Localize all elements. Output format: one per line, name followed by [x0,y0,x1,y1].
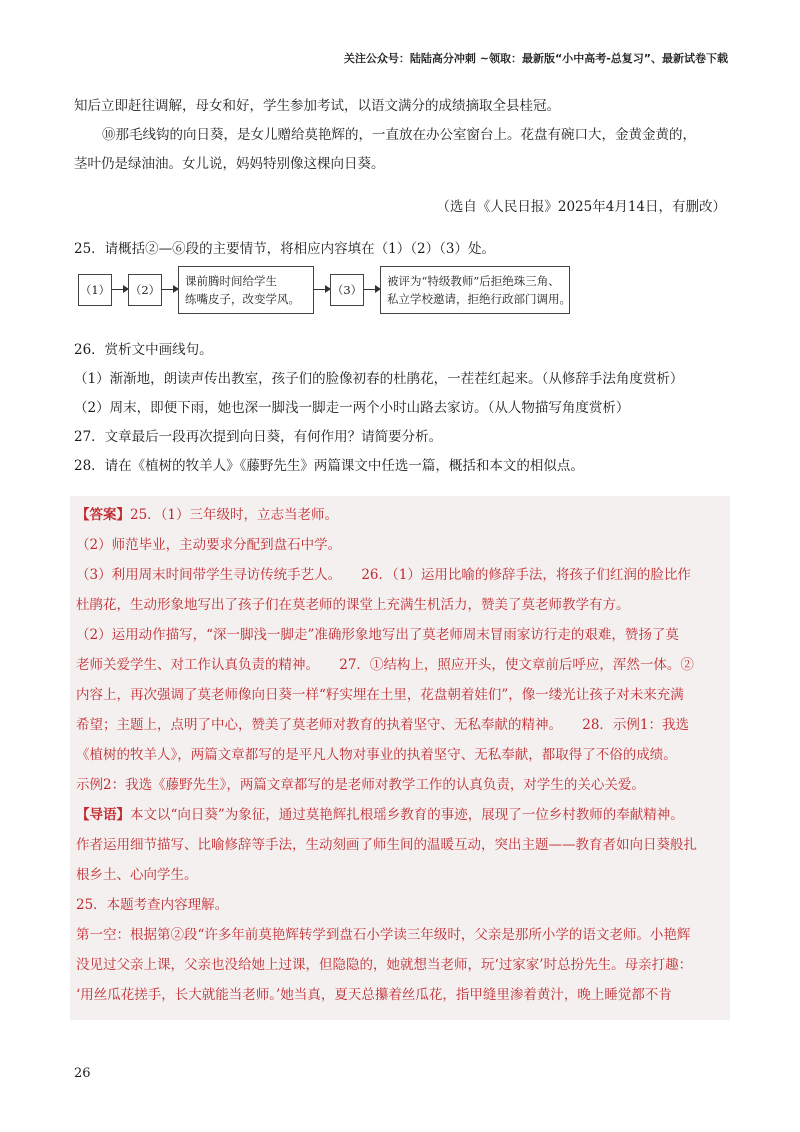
plot-flowchart [78,266,726,328]
passage-line: ⑩那毛线钩的向日葵，是女儿赠给莫艳辉的，一直放在办公室窗台上。花盘有碗口大，金黄金黄的， [102,127,696,143]
question-26-1: （1）渐渐地，朗读声传出教室，孩子们的脸像初春的杜鹃花，一茬茬红起来。（从修辞手法角度赏析） [74,371,684,387]
flow-box-5: 被评为“特级教师”后拒绝珠三角、 私立学校邀请，拒绝行政部门调用。 [380,266,570,314]
question-25: 25．请概括②—⑥段的主要情节，将相应内容填在（1）（2）（3）处。 [74,241,495,257]
passage-line: 茎叶仍是绿油油。女儿说，妈妈特别像这棵向日葵。 [74,156,385,172]
flow-box-2: （2） [128,274,162,306]
question-26-2: （2）周末，即便下雨，她也深一脚浅一脚走一两个小时山路去家访。（从人物描写角度赏析） [74,400,630,416]
flow-arrow [364,289,380,290]
flow-arrow [314,289,330,290]
flow-box-3: 课前腾时间给学生 练嘴皮子，改变学风。 [178,266,314,314]
analysis-line: ‘用丝瓜花搓手，长大就能当老师。’她当真，夏天总攥着丝瓜花，指甲缝里渗着黄汁，晚上睡觉都不肯 [76,987,672,1003]
analysis-line: 没见过父亲上课，父亲也没给她上过课，但隐隐的，她就想当老师，玩‘过家家’时总扮先生。母亲打趣： [76,957,693,973]
guide-line: 【导语】本文以“向日葵”为象征，通过莫艳辉扎根瑶乡教育的事迹，展现了一位乡村教师的奉献精神。 [76,807,684,823]
answer-line: 《植树的牧羊人》，两篇文章都写的是平凡人物对事业的执着坚守、无私奉献，都取得了不俗的成绩。 [76,747,677,763]
guide-label: 【导语】 [76,807,130,823]
answer-section [70,496,730,1020]
answer-line: 示例2：我选《藤野先生》，两篇文章都写的是老师对教学工作的认真负责，对学生的关心关爱。 [76,777,645,793]
answer-line: （3）利用周末时间带学生寻访传统手艺人。 26．（1）运用比喻的修辞手法，将孩子们红润的脸比作 [76,567,691,583]
flow-box-4: （3） [330,274,364,306]
answer-line: 老师关爱学生、对工作认真负责的精神。 27．①结构上，照应开头，使文章前后呼应，浑然一体。② [76,657,694,673]
flow-arrow [112,289,128,290]
page-header: 关注公众号：陆陆高分冲刺 ~领取：最新版“小中高考-总复习”、最新试卷下载 [343,52,728,65]
answer-line: 【答案】25．（1）三年级时，立志当老师。 [76,507,339,523]
guide-line: 根乡土、心向学生。 [76,867,198,883]
answer-line: 内容上，再次强调了莫老师像向日葵一样“籽实埋在土里，花盘朝着娃们”，像一缕光让孩子对未来充满 [76,687,684,703]
analysis-line: 第一空：根据第②段“许多年前莫艳辉转学到盘石小学读三年级时，父亲是那所小学的语文老师。小艳辉 [76,927,691,943]
passage-and-questions [74,92,726,481]
question-27: 27．文章最后一段再次提到向日葵，有何作用？请简要分析。 [74,429,443,445]
question-26: 26．赏析文中画线句。 [74,342,213,358]
analysis-line: 25．本题考查内容理解。 [76,897,229,913]
passage-source: （选自《人民日报》2025年4月14日，有删改） [436,198,726,215]
flow-arrow [162,289,178,290]
page-number: 26 [74,1066,91,1081]
guide-line: 作者运用细节描写、比喻修辞等手法，生动刻画了师生间的温暖互动，突出主题——教育者如向日葵般扎 [76,837,697,853]
answer-line: （2）运用动作描写，“深一脚浅一脚走”准确形象地写出了莫老师周末冒雨家访行走的艰难，赞扬了莫 [76,627,679,643]
passage-line: 知后立即赶往调解，母女和好，学生参加考试，以语文满分的成绩摘取全县桂冠。 [74,98,560,114]
question-28: 28．请在《植树的牧羊人》《藤野先生》两篇课文中任选一篇，概括和本文的相似点。 [74,458,584,474]
answer-label: 【答案】 [76,507,130,523]
flow-box-1: （1） [78,274,112,306]
answer-line: （2）师范毕业，主动要求分配到盘石中学。 [76,537,342,553]
answer-line: 杜鹃花，生动形象地写出了孩子们在莫老师的课堂上充满生机活力，赞美了莫老师教学有方。 [76,597,630,613]
answer-line: 希望；主题上，点明了中心，赞美了莫老师对教育的执着坚守、无私奉献的精神。 28．示例1：我选 [76,717,690,733]
